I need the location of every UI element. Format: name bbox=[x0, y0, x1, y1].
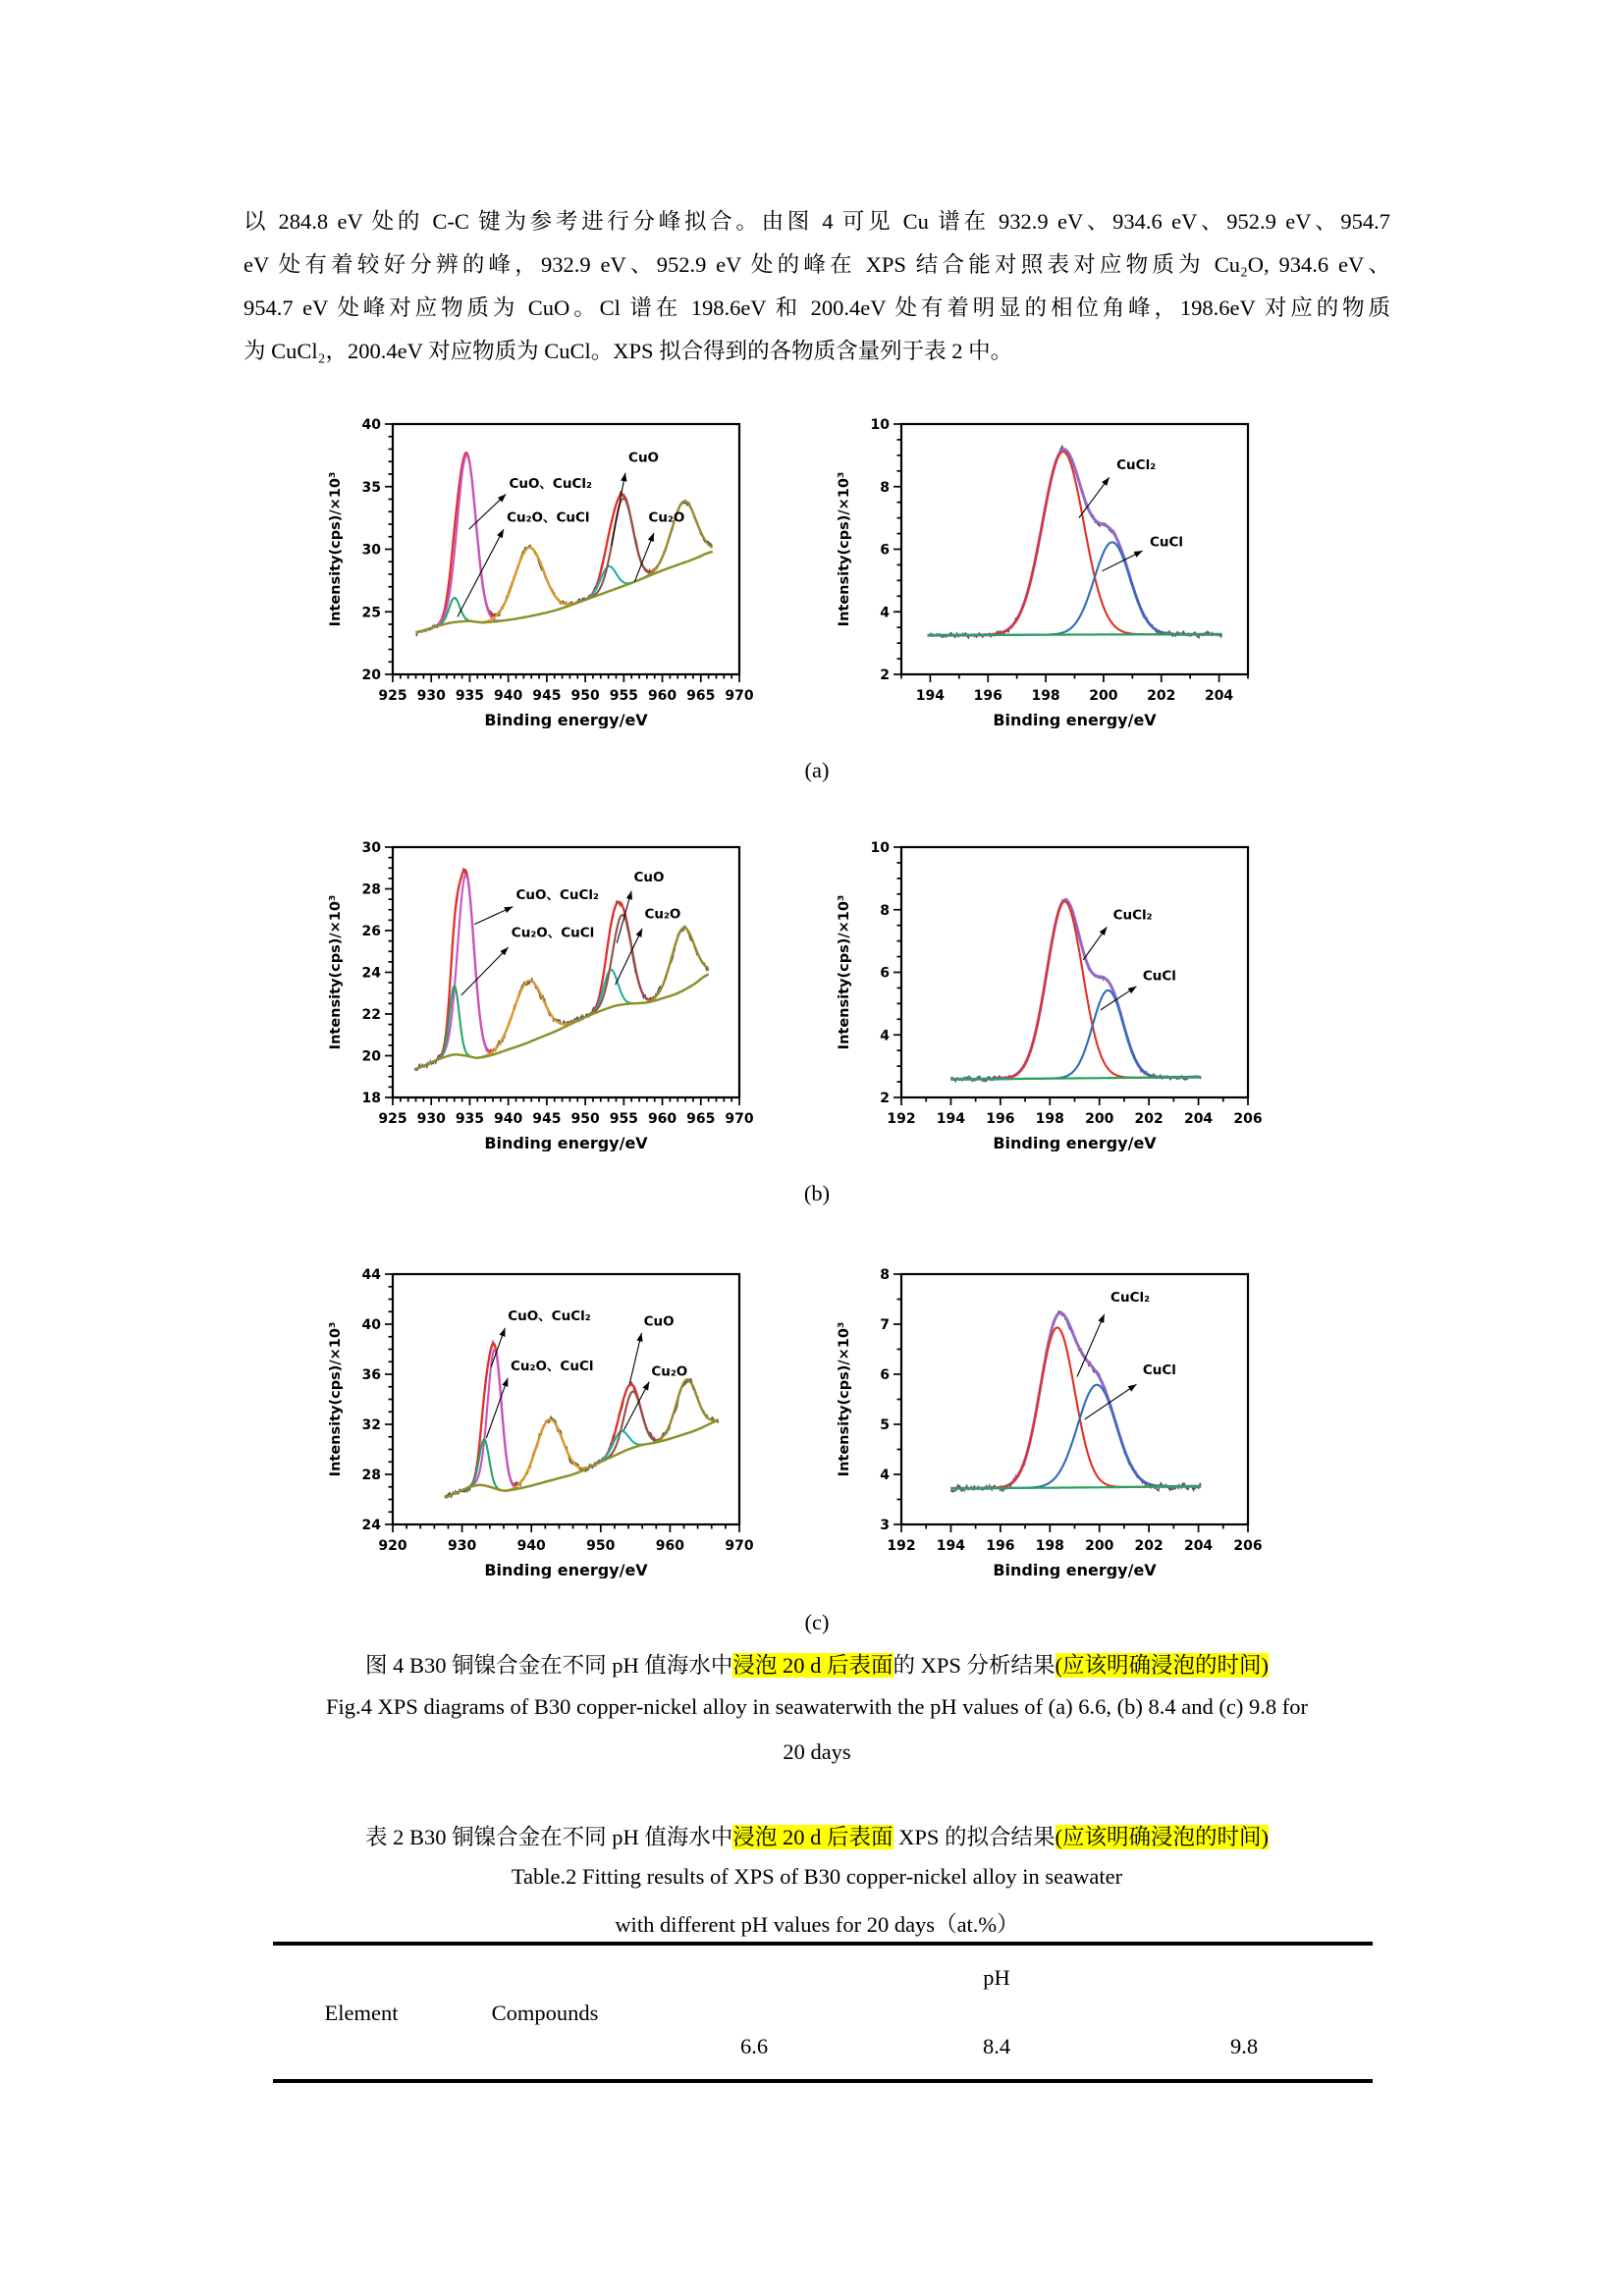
x-tick-label: 950 bbox=[586, 1538, 616, 1554]
annotation-arrowhead bbox=[636, 929, 643, 937]
x-tick-label: 198 bbox=[1035, 1538, 1064, 1554]
y-tick-label: 35 bbox=[361, 479, 381, 496]
figure-c-cl-spectrum bbox=[833, 1253, 1265, 1578]
x-tick-label: 204 bbox=[1204, 688, 1234, 704]
y-tick-label: 26 bbox=[361, 924, 381, 939]
x-tick-label: 198 bbox=[1035, 1111, 1064, 1127]
annotation-label: CuCl₂ bbox=[1112, 907, 1153, 924]
x-axis-title: Binding energy/eV bbox=[993, 1561, 1157, 1578]
annotation-arrowhead bbox=[642, 1382, 649, 1391]
x-tick-label: 965 bbox=[686, 1111, 716, 1127]
table-header-ph-8-4: 8.4 bbox=[982, 2034, 1011, 2058]
x-axis-title: Binding energy/eV bbox=[484, 711, 648, 728]
y-tick-label: 2 bbox=[880, 1091, 890, 1106]
y-tick-label: 40 bbox=[361, 417, 381, 433]
annotation-label: CuO、CuCl₂ bbox=[508, 1308, 591, 1325]
x-tick-label: 202 bbox=[1134, 1111, 1164, 1127]
fit-CuCl2 bbox=[950, 1327, 1201, 1488]
figure-b-cu-spectrum bbox=[324, 826, 756, 1151]
x-tick-label: 940 bbox=[516, 1538, 546, 1554]
y-tick-label: 7 bbox=[880, 1317, 890, 1333]
x-tick-label: 925 bbox=[378, 1111, 407, 1127]
y-tick-label: 4 bbox=[880, 605, 890, 621]
plot-frame bbox=[393, 424, 739, 674]
y-tick-label: 24 bbox=[361, 965, 381, 982]
x-tick-label: 206 bbox=[1233, 1111, 1263, 1127]
background bbox=[414, 975, 709, 1070]
figure-c-cu-spectrum bbox=[324, 1253, 756, 1578]
caption-text: XPS 的拟合结果 bbox=[893, 1825, 1056, 1849]
y-tick-label: 6 bbox=[880, 1367, 890, 1383]
y-tick-label: 36 bbox=[361, 1367, 381, 1383]
table-top-rule bbox=[273, 1942, 1373, 1946]
x-tick-label: 960 bbox=[647, 1111, 677, 1127]
figure-b-cl-spectrum bbox=[833, 826, 1265, 1151]
figure-caption-cn bbox=[244, 1648, 1390, 1680]
x-tick-label: 955 bbox=[609, 1111, 638, 1127]
x-tick-label: 200 bbox=[1089, 688, 1118, 704]
y-tick-label: 25 bbox=[361, 605, 381, 621]
chart-b-cl bbox=[833, 826, 1265, 1151]
x-tick-label: 194 bbox=[915, 688, 946, 704]
chart-a-cl bbox=[833, 402, 1265, 728]
annotation-label: CuCl bbox=[1142, 1362, 1176, 1378]
y-tick-label: 3 bbox=[880, 1518, 890, 1533]
x-tick-label: 202 bbox=[1147, 688, 1176, 704]
x-tick-label: 196 bbox=[986, 1538, 1015, 1554]
paragraph-line: eV 处有着较好分辨的峰，932.9 eV、952.9 eV 处的峰在 XPS 结合能对照表对应物质为 Cu₂O, 934.6 eV、 bbox=[244, 252, 1390, 277]
annotation-arrowhead bbox=[1102, 477, 1110, 486]
y-tick-label: 8 bbox=[880, 1267, 890, 1283]
peak-cu2o-cucl-2p32 bbox=[416, 552, 713, 632]
chart-c-cu bbox=[324, 1253, 756, 1578]
y-tick-label: 10 bbox=[870, 417, 890, 433]
table-header-rule bbox=[273, 2079, 1373, 2083]
annotation-arrowhead bbox=[1134, 551, 1143, 558]
x-tick-label: 194 bbox=[936, 1538, 966, 1554]
figure-label-c: (c) bbox=[804, 1610, 830, 1634]
annotation-arrow bbox=[1077, 1314, 1105, 1377]
fit-CuCl bbox=[950, 990, 1201, 1080]
y-tick-label: 24 bbox=[361, 1518, 381, 1533]
x-tick-label: 960 bbox=[655, 1538, 685, 1554]
x-tick-label: 192 bbox=[887, 1538, 916, 1554]
annotation-arrowhead bbox=[626, 891, 632, 900]
x-tick-label: 955 bbox=[609, 688, 638, 704]
x-tick-label: 198 bbox=[1031, 688, 1060, 704]
figure-caption-en2: 20 days bbox=[783, 1739, 851, 1764]
x-tick-label: 960 bbox=[647, 688, 677, 704]
plot-frame bbox=[901, 847, 1248, 1097]
annotation-label: CuO bbox=[633, 870, 665, 886]
x-tick-label: 940 bbox=[494, 1111, 523, 1127]
x-tick-label: 935 bbox=[455, 688, 485, 704]
y-tick-label: 8 bbox=[880, 902, 890, 919]
y-axis-title: Intensity(cps)/×10³ bbox=[328, 471, 344, 627]
annotation-arrowhead bbox=[1128, 987, 1137, 993]
x-tick-label: 935 bbox=[455, 1111, 485, 1127]
y-tick-label: 6 bbox=[880, 965, 890, 982]
y-axis-title: Intensity(cps)/×10³ bbox=[328, 894, 344, 1050]
background bbox=[928, 634, 1222, 635]
plot-frame bbox=[901, 424, 1248, 674]
annotation-label: CuO、CuCl₂ bbox=[509, 476, 592, 493]
y-tick-label: 22 bbox=[361, 1007, 381, 1023]
caption-text: 的 XPS 分析结果 bbox=[893, 1653, 1056, 1678]
peak-cu2o-2p12 bbox=[416, 552, 713, 632]
annotation-arrowhead bbox=[1100, 927, 1108, 935]
x-tick-label: 196 bbox=[986, 1111, 1015, 1127]
annotation-label: Cu₂O bbox=[648, 509, 685, 526]
fit-CuCl2 bbox=[950, 902, 1201, 1080]
x-tick-label: 202 bbox=[1134, 1538, 1164, 1554]
peak-cuo-cucl2-2p32 bbox=[414, 875, 709, 1069]
x-tick-label: 204 bbox=[1183, 1111, 1214, 1127]
peak-satellite-2 bbox=[445, 1379, 719, 1497]
annotation-label: Cu₂O bbox=[644, 906, 681, 923]
x-tick-label: 945 bbox=[532, 688, 562, 704]
y-tick-label: 4 bbox=[880, 1468, 890, 1483]
annotation-label: Cu₂O、CuCl bbox=[511, 925, 595, 941]
chart-b-cu bbox=[324, 826, 756, 1151]
annotation-arrowhead bbox=[502, 1378, 508, 1387]
annotation-label: Cu₂O、CuCl bbox=[511, 1359, 594, 1375]
paragraph-line: 为 CuCl₂，200.4eV 对应物质为 CuCl。XPS 拟合得到的各物质含量列于表 2 中。 bbox=[244, 339, 1013, 363]
x-tick-label: 970 bbox=[725, 688, 754, 704]
y-tick-label: 30 bbox=[361, 542, 381, 559]
fit-CuCl bbox=[928, 542, 1222, 635]
y-axis-title: Intensity(cps)/×10³ bbox=[837, 894, 852, 1050]
table-caption-cn bbox=[244, 1820, 1390, 1851]
peak-satellite-1 bbox=[416, 548, 713, 633]
annotation-label: CuCl bbox=[1142, 968, 1176, 985]
annotation-label: CuO bbox=[628, 450, 660, 466]
x-tick-label: 930 bbox=[416, 688, 446, 704]
y-tick-label: 28 bbox=[361, 1468, 381, 1483]
figure-label-a: (a) bbox=[804, 758, 830, 782]
annotation-arrowhead bbox=[648, 533, 654, 542]
y-axis-title: Intensity(cps)/×10³ bbox=[328, 1321, 344, 1477]
paragraph-line: 以 284.8 eV 处的 C-C 键为参考进行分峰拟合。由图 4 可见 Cu 谱在 932.9 eV、934.6 eV、952.9 eV、954.7 bbox=[244, 209, 1390, 234]
x-tick-label: 196 bbox=[973, 688, 1002, 704]
y-axis-title: Intensity(cps)/×10³ bbox=[837, 1321, 852, 1477]
annotation-label: CuCl bbox=[1149, 534, 1184, 551]
table-caption-en2: with different pH values for 20 days（at.%） bbox=[615, 1912, 1019, 1937]
paragraph-line: 954.7 eV 处峰对应物质为 CuO。Cl 谱在 198.6eV 和 200.4eV 处有着明显的相位角峰，198.6eV 对应的物质 bbox=[244, 295, 1390, 320]
y-axis-title: Intensity(cps)/×10³ bbox=[837, 471, 852, 627]
table-header-compounds: Compounds bbox=[491, 2001, 599, 2025]
x-tick-label: 204 bbox=[1183, 1538, 1214, 1554]
x-axis-title: Binding energy/eV bbox=[993, 1134, 1157, 1151]
x-tick-label: 192 bbox=[887, 1111, 916, 1127]
y-tick-label: 4 bbox=[880, 1028, 890, 1044]
y-tick-label: 28 bbox=[361, 881, 381, 898]
figure-caption-en: Fig.4 XPS diagrams of B30 copper-nickel alloy in seawaterwith the pH values of (a) 6.6, (b) 8.4 and (c) 9.8 for bbox=[326, 1694, 1308, 1719]
x-tick-label: 930 bbox=[447, 1538, 477, 1554]
x-tick-label: 194 bbox=[936, 1111, 966, 1127]
x-axis-title: Binding energy/eV bbox=[484, 1561, 648, 1578]
y-tick-label: 2 bbox=[880, 667, 890, 683]
y-tick-label: 40 bbox=[361, 1317, 381, 1333]
figure-a-cl-spectrum bbox=[833, 402, 1265, 728]
x-tick-label: 970 bbox=[725, 1111, 754, 1127]
table-header-ph-6-6: 6.6 bbox=[739, 2034, 769, 2058]
y-tick-label: 10 bbox=[870, 840, 890, 856]
table-header-ph-9-8: 9.8 bbox=[1229, 2034, 1259, 2058]
fit-envelope bbox=[950, 900, 1201, 1080]
x-axis-title: Binding energy/eV bbox=[993, 711, 1157, 728]
x-tick-label: 950 bbox=[570, 1111, 600, 1127]
figure-a-cu-spectrum bbox=[324, 402, 756, 728]
background bbox=[416, 552, 713, 632]
plot-frame bbox=[393, 847, 739, 1097]
y-tick-label: 8 bbox=[880, 479, 890, 496]
annotation-label: CuCl₂ bbox=[1116, 457, 1157, 474]
y-tick-label: 32 bbox=[361, 1417, 381, 1433]
x-tick-label: 925 bbox=[378, 688, 407, 704]
x-tick-label: 206 bbox=[1233, 1538, 1263, 1554]
caption-highlight: (应该明确浸泡的时间) bbox=[1055, 1825, 1270, 1849]
annotation-arrowhead bbox=[1098, 1314, 1104, 1323]
x-axis-title: Binding energy/eV bbox=[484, 1134, 648, 1151]
annotation-arrowhead bbox=[621, 473, 626, 482]
annotation-label: Cu₂O、CuCl bbox=[507, 509, 590, 526]
y-tick-label: 30 bbox=[361, 840, 381, 856]
x-tick-label: 965 bbox=[686, 688, 716, 704]
x-tick-label: 200 bbox=[1085, 1111, 1114, 1127]
chart-c-cl bbox=[833, 1253, 1265, 1578]
annotation-arrow bbox=[461, 947, 509, 995]
x-tick-label: 930 bbox=[416, 1111, 446, 1127]
figure-label-b: (b) bbox=[803, 1181, 831, 1205]
y-tick-label: 44 bbox=[361, 1267, 381, 1283]
table-header-element: Element bbox=[324, 2001, 399, 2025]
x-tick-label: 945 bbox=[532, 1111, 562, 1127]
caption-highlight: 浸泡 20 d 后表面 bbox=[732, 1653, 893, 1678]
y-tick-label: 20 bbox=[361, 1048, 381, 1065]
annotation-label: Cu₂O bbox=[651, 1363, 688, 1380]
annotation-arrowhead bbox=[1128, 1384, 1137, 1391]
annotation-arrowhead bbox=[504, 907, 513, 913]
y-tick-label: 18 bbox=[361, 1091, 381, 1106]
table-header-ph: pH bbox=[983, 1965, 1010, 1990]
annotation-label: CuCl₂ bbox=[1110, 1290, 1151, 1307]
annotation-arrowhead bbox=[499, 1328, 505, 1337]
caption-text: 图 4 B30 铜镍合金在不同 pH 值海水中 bbox=[364, 1653, 733, 1678]
y-tick-label: 20 bbox=[361, 667, 381, 683]
table-caption-en: Table.2 Fitting results of XPS of B30 copper-nickel alloy in seawater bbox=[511, 1864, 1123, 1889]
annotation-arrow bbox=[1085, 1384, 1137, 1419]
y-tick-label: 5 bbox=[880, 1417, 890, 1433]
x-tick-label: 940 bbox=[494, 688, 523, 704]
annotation-arrowhead bbox=[497, 529, 504, 538]
x-tick-label: 200 bbox=[1085, 1538, 1114, 1554]
caption-text: 表 2 B30 铜镍合金在不同 pH 值海水中 bbox=[364, 1825, 733, 1849]
caption-highlight: 浸泡 20 d 后表面 bbox=[732, 1825, 893, 1849]
x-tick-label: 950 bbox=[570, 688, 600, 704]
annotation-label: CuO bbox=[643, 1313, 675, 1330]
caption-highlight: (应该明确浸泡的时间) bbox=[1055, 1653, 1270, 1678]
annotation-arrow bbox=[458, 529, 504, 616]
y-tick-label: 6 bbox=[880, 542, 890, 559]
annotation-arrow bbox=[612, 473, 625, 546]
x-tick-label: 970 bbox=[725, 1538, 754, 1554]
annotation-label: CuO、CuCl₂ bbox=[515, 887, 599, 904]
chart-a-cu bbox=[324, 402, 756, 728]
x-tick-label: 920 bbox=[378, 1538, 407, 1554]
